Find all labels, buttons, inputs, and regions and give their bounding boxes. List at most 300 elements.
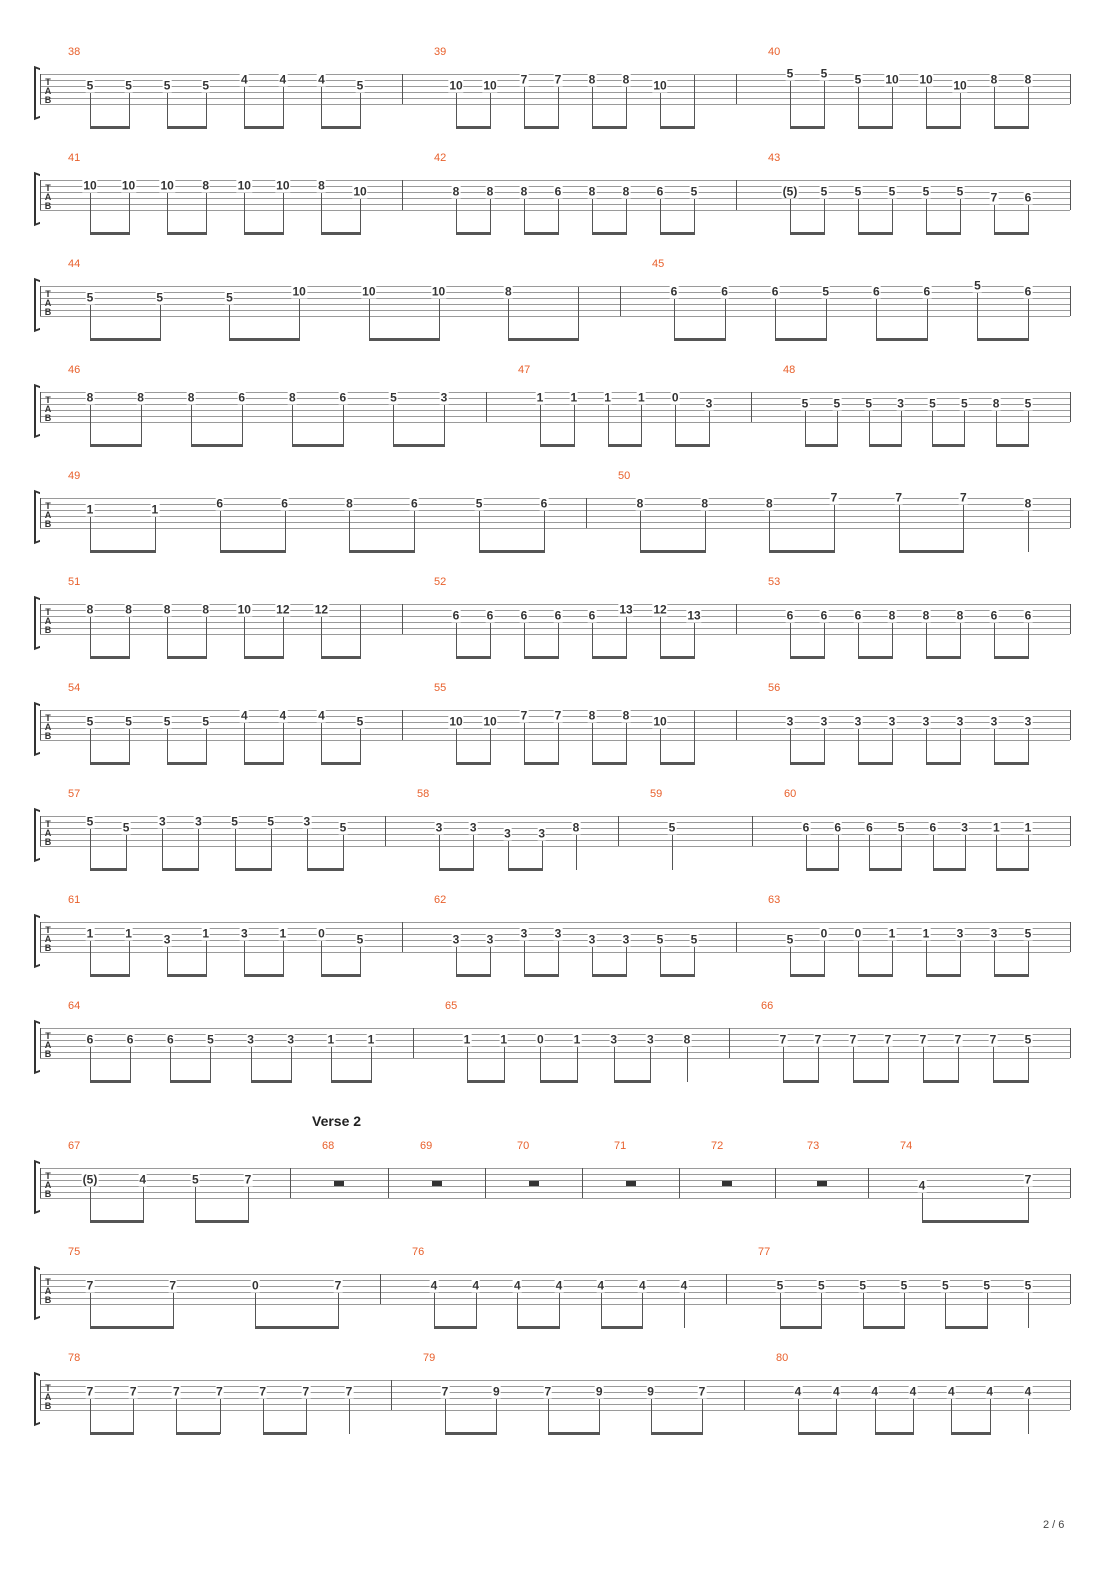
fret-number: 5 — [820, 66, 828, 81]
fret-number: 5 — [817, 1278, 825, 1293]
measure-number: 62 — [434, 894, 447, 906]
note-beam — [805, 444, 838, 447]
note-beam — [858, 974, 893, 977]
barline — [736, 74, 737, 104]
staff-line — [40, 310, 1070, 311]
fret-number: 7 — [334, 1278, 342, 1293]
fret-number: 6 — [216, 496, 224, 511]
note-beam — [932, 444, 965, 447]
fret-number: 1 — [125, 926, 132, 941]
fret-number: 6 — [540, 496, 548, 511]
staff-line — [40, 304, 1070, 305]
fret-number: 0 — [854, 926, 862, 941]
fret-number: 5 — [1024, 1032, 1032, 1047]
measure-number: 60 — [784, 788, 797, 800]
note-stem — [960, 729, 961, 764]
fret-number: 5 — [356, 932, 364, 947]
note-stem — [694, 623, 695, 658]
whole-rest — [529, 1181, 539, 1186]
note-stem — [994, 623, 995, 658]
barline — [40, 286, 41, 316]
measure-number: 58 — [417, 788, 430, 800]
note-beam — [524, 656, 559, 659]
note-stem — [271, 829, 272, 870]
note-beam — [524, 232, 559, 235]
note-stem — [1028, 1187, 1029, 1222]
staff-line — [40, 1028, 1070, 1029]
measure-number: 54 — [68, 682, 81, 694]
note-beam — [321, 656, 361, 659]
fret-number: 3 — [854, 714, 862, 729]
measure-number: 41 — [68, 152, 81, 164]
fret-number: 6 — [990, 608, 998, 623]
fret-number: 10 — [919, 72, 933, 87]
barline — [40, 1168, 41, 1198]
fret-number: 6 — [339, 390, 347, 405]
note-beam — [540, 444, 575, 447]
fret-number: 7 — [169, 1278, 176, 1293]
fret-number: 5 — [854, 184, 862, 199]
note-beam — [167, 656, 207, 659]
fret-number: 4 — [318, 72, 325, 87]
note-beam — [167, 232, 207, 235]
fret-number: 0 — [318, 926, 325, 941]
note-stem — [626, 947, 627, 976]
fret-number: 10 — [353, 184, 367, 199]
fret-number: 6 — [670, 284, 678, 299]
fret-number: 5 — [86, 714, 94, 729]
fret-number: 1 — [922, 926, 930, 941]
note-stem — [901, 411, 902, 446]
note-stem — [456, 93, 457, 128]
fret-number: 5 — [960, 396, 968, 411]
tab-clef-letter: A — [44, 1286, 52, 1296]
note-stem — [306, 1399, 307, 1434]
note-stem — [321, 723, 322, 764]
system-bracket — [34, 1374, 44, 1424]
fret-number: 1 — [86, 926, 94, 941]
note-stem — [960, 199, 961, 234]
fret-number: 4 — [318, 708, 325, 723]
fret-number: 5 — [983, 1278, 990, 1293]
fret-number: 5 — [820, 184, 828, 199]
fret-number: 6 — [410, 496, 418, 511]
note-stem — [858, 87, 859, 128]
staff-line — [40, 1046, 1070, 1047]
barline — [1070, 392, 1071, 422]
note-beam — [331, 1080, 372, 1083]
whole-rest — [817, 1181, 827, 1186]
staff-line — [40, 946, 1070, 947]
measure-number: 65 — [445, 1000, 458, 1012]
fret-number: 3 — [961, 820, 968, 835]
tab-clef-letter: A — [44, 1392, 52, 1402]
note-stem — [1028, 511, 1029, 552]
note-stem — [444, 405, 445, 446]
fret-number: 10 — [237, 602, 251, 617]
note-stem — [456, 623, 457, 658]
fret-number: 3 — [922, 714, 930, 729]
tab-clef-letter: B — [44, 731, 52, 741]
fret-number: 4 — [871, 1384, 878, 1399]
note-stem — [307, 829, 308, 870]
fret-number: 3 — [554, 926, 562, 941]
barline — [868, 1168, 869, 1198]
fret-number: 5 — [163, 78, 171, 93]
fret-number: 7 — [86, 1278, 94, 1293]
barline — [752, 816, 753, 846]
staff-line — [40, 840, 1070, 841]
fret-number: 7 — [345, 1384, 353, 1399]
system-bracket — [34, 916, 44, 966]
note-stem — [321, 941, 322, 976]
fret-number: 7 — [830, 490, 838, 505]
note-beam — [508, 868, 543, 871]
staff-line — [40, 952, 1070, 953]
note-stem — [576, 835, 577, 870]
fret-number: 0 — [251, 1278, 259, 1293]
note-stem — [244, 617, 245, 658]
note-stem — [504, 1047, 505, 1082]
staff-line — [40, 522, 1070, 523]
note-stem — [945, 1293, 946, 1328]
fret-number: 4 — [555, 1278, 563, 1293]
note-stem — [923, 1047, 924, 1082]
fret-number: (5) — [782, 184, 798, 199]
note-beam — [674, 338, 726, 341]
tab-clef-letter: B — [44, 413, 52, 423]
note-stem — [863, 1293, 864, 1328]
note-stem — [283, 87, 284, 128]
note-stem — [650, 1047, 651, 1082]
staff-line — [40, 628, 1070, 629]
note-stem — [90, 1187, 91, 1222]
note-stem — [901, 835, 902, 870]
tab-system — [0, 682, 1110, 774]
note-beam — [806, 868, 839, 871]
note-stem — [963, 505, 964, 552]
note-beam — [923, 1080, 959, 1083]
note-beam — [790, 126, 825, 129]
fret-number: 10 — [483, 714, 497, 729]
fret-number: 8 — [504, 284, 512, 299]
staff-line — [40, 528, 1070, 529]
barline — [40, 922, 41, 952]
note-stem — [508, 841, 509, 870]
note-beam — [994, 974, 1029, 977]
note-stem — [90, 941, 91, 976]
note-stem — [818, 1047, 819, 1082]
barline — [40, 1028, 41, 1058]
fret-number: 7 — [216, 1384, 223, 1399]
note-stem — [592, 87, 593, 128]
staff-line — [40, 846, 1070, 847]
note-beam — [292, 444, 344, 447]
fret-number: 8 — [288, 390, 296, 405]
staff-line — [40, 210, 1070, 211]
fret-number: 5 — [226, 290, 233, 305]
tab-clef-letter: A — [44, 1180, 52, 1190]
fret-number: 5 — [776, 1278, 784, 1293]
note-stem — [540, 1047, 541, 1082]
staff-line — [40, 422, 1070, 423]
note-beam — [321, 762, 361, 765]
note-stem — [479, 511, 480, 552]
fret-number: 4 — [680, 1278, 688, 1293]
note-beam — [592, 762, 627, 765]
fret-number: 7 — [895, 490, 902, 505]
fret-number: 6 — [820, 608, 828, 623]
tab-clef-letter: A — [44, 86, 52, 96]
note-beam — [524, 126, 559, 129]
system-bracket — [34, 598, 44, 648]
system-bracket — [34, 810, 44, 860]
fret-number: 8 — [888, 608, 896, 623]
note-stem — [926, 623, 927, 658]
barline — [1070, 180, 1071, 210]
note-stem — [592, 723, 593, 764]
fret-number: 6 — [554, 184, 562, 199]
staff-line — [40, 416, 1070, 417]
fret-number: 3 — [158, 814, 166, 829]
note-stem — [904, 1293, 905, 1328]
barline — [1070, 604, 1071, 634]
note-beam — [90, 126, 130, 129]
note-stem — [996, 835, 997, 870]
fret-number: 7 — [441, 1384, 449, 1399]
measure-number: 57 — [68, 788, 81, 800]
note-beam — [321, 126, 361, 129]
note-stem — [90, 405, 91, 446]
staff-line — [40, 510, 1070, 511]
staff-line — [40, 1410, 1070, 1411]
fret-number: 7 — [849, 1032, 857, 1047]
note-beam — [858, 762, 893, 765]
barline — [1070, 710, 1071, 740]
staff-line — [40, 286, 1070, 287]
tab-clef-letter: A — [44, 722, 52, 732]
fret-number: 5 — [86, 814, 94, 829]
note-beam — [349, 550, 415, 553]
note-stem — [824, 623, 825, 658]
fret-number: 5 — [156, 290, 164, 305]
tab-system — [0, 152, 1110, 244]
fret-number: 8 — [572, 820, 580, 835]
note-beam — [783, 1080, 819, 1083]
fret-number: 3 — [1024, 714, 1032, 729]
note-stem — [592, 199, 593, 234]
note-stem — [517, 1293, 518, 1328]
barline — [729, 1028, 730, 1058]
fret-number: 0 — [820, 926, 828, 941]
note-stem — [933, 835, 934, 870]
fret-number: 3 — [897, 396, 904, 411]
note-stem — [285, 511, 286, 552]
tab-clef-letter: T — [45, 1031, 51, 1041]
note-stem — [248, 1187, 249, 1222]
measure-number: 69 — [420, 1140, 433, 1152]
barline — [679, 1168, 680, 1198]
fret-number: 3 — [888, 714, 896, 729]
staff-line — [40, 204, 1070, 205]
note-stem — [343, 835, 344, 870]
fret-number: 7 — [172, 1384, 180, 1399]
fret-number: 10 — [653, 714, 667, 729]
fret-number: 10 — [237, 178, 251, 193]
note-beam — [90, 1080, 131, 1083]
note-beam — [926, 232, 961, 235]
fret-number: 7 — [520, 708, 528, 723]
fret-number: 7 — [989, 1032, 997, 1047]
note-beam — [235, 868, 272, 871]
barline — [586, 498, 587, 528]
barline — [736, 922, 737, 952]
note-stem — [558, 87, 559, 128]
fret-number: 1 — [536, 390, 544, 405]
tab-clef-letter: B — [44, 943, 52, 953]
note-stem — [1028, 623, 1029, 658]
note-stem — [548, 1399, 549, 1434]
note-beam — [244, 974, 284, 977]
note-stem — [439, 835, 440, 870]
note-beam — [994, 232, 1029, 235]
note-stem — [167, 93, 168, 128]
note-beam — [977, 338, 1029, 341]
note-beam — [167, 974, 207, 977]
note-stem — [524, 941, 525, 976]
note-stem — [490, 729, 491, 764]
note-stem — [836, 1399, 837, 1434]
fret-number: 5 — [690, 932, 698, 947]
note-beam — [660, 974, 695, 977]
note-stem — [790, 729, 791, 764]
note-stem — [544, 511, 545, 552]
note-stem — [434, 1293, 435, 1328]
note-stem — [660, 947, 661, 976]
measure-number: 48 — [783, 364, 796, 376]
note-stem — [195, 1187, 196, 1222]
note-beam — [456, 232, 491, 235]
note-stem — [994, 729, 995, 764]
fret-number: 7 — [554, 72, 562, 87]
note-stem — [790, 81, 791, 128]
barline — [1070, 816, 1071, 846]
note-stem — [960, 941, 961, 976]
note-stem — [993, 1047, 994, 1082]
note-stem — [508, 299, 509, 340]
note-stem — [235, 829, 236, 870]
note-stem — [198, 829, 199, 870]
note-stem — [994, 941, 995, 976]
note-stem — [626, 617, 627, 658]
note-stem — [360, 93, 361, 128]
measure-number: 39 — [434, 46, 447, 58]
fret-number: 6 — [588, 608, 596, 623]
fret-number: 6 — [854, 608, 862, 623]
note-beam — [90, 444, 142, 447]
fret-number: 5 — [1024, 926, 1032, 941]
fret-number: 1 — [570, 390, 578, 405]
whole-rest — [432, 1181, 442, 1186]
note-stem — [229, 305, 230, 340]
note-stem — [360, 729, 361, 764]
barline — [1070, 1168, 1071, 1198]
fret-number: 1 — [367, 1032, 375, 1047]
note-beam — [90, 1432, 134, 1435]
barline — [485, 1168, 486, 1198]
fret-number: 6 — [923, 284, 931, 299]
staff-line — [40, 740, 1070, 741]
fret-number: 4 — [597, 1278, 604, 1293]
note-stem — [858, 623, 859, 658]
note-stem — [694, 199, 695, 234]
note-beam — [994, 126, 1029, 129]
fret-number: 5 — [786, 932, 794, 947]
system-bracket — [34, 1162, 44, 1212]
note-beam — [244, 656, 284, 659]
note-stem — [892, 623, 893, 658]
note-beam — [90, 1220, 144, 1223]
note-beam — [640, 550, 706, 553]
note-stem — [210, 1047, 211, 1082]
fret-number: 8 — [125, 602, 132, 617]
barline — [486, 392, 487, 422]
tab-clef-letter: T — [45, 819, 51, 829]
note-stem — [932, 411, 933, 446]
fret-number: 5 — [231, 814, 238, 829]
note-stem — [996, 411, 997, 446]
fret-number: 5 — [956, 184, 964, 199]
tab-clef-letter: A — [44, 192, 52, 202]
note-stem — [858, 199, 859, 234]
measure-number: 40 — [768, 46, 781, 58]
fret-number: 4 — [638, 1278, 646, 1293]
fret-number: 4 — [240, 72, 248, 87]
note-stem — [206, 941, 207, 976]
fret-number: 13 — [619, 602, 633, 617]
note-beam — [660, 232, 695, 235]
note-stem — [599, 1399, 600, 1434]
note-stem — [244, 723, 245, 764]
fret-number: 3 — [195, 814, 202, 829]
note-stem — [684, 1293, 685, 1328]
fret-number: 3 — [786, 714, 794, 729]
note-stem — [130, 1047, 131, 1082]
barline — [618, 816, 619, 846]
fret-number: 5 — [929, 396, 936, 411]
fret-number: 5 — [897, 820, 905, 835]
fret-number: 5 — [859, 1278, 866, 1293]
note-stem — [414, 511, 415, 552]
staff-line — [40, 634, 1070, 635]
tab-system — [0, 788, 1110, 880]
system-bracket — [34, 68, 44, 118]
staff-line — [40, 516, 1070, 517]
note-stem — [524, 199, 525, 234]
measure-number: 59 — [650, 788, 663, 800]
tab-clef-letter: T — [45, 1277, 51, 1287]
fret-number: 5 — [922, 184, 930, 199]
note-beam — [167, 762, 207, 765]
note-stem — [524, 623, 525, 658]
fret-number: 8 — [163, 602, 171, 617]
fret-number: 7 — [244, 1172, 252, 1187]
note-stem — [167, 193, 168, 234]
note-stem — [601, 1293, 602, 1328]
note-stem — [90, 1293, 91, 1328]
note-stem — [977, 293, 978, 340]
fret-number: 5 — [1024, 396, 1032, 411]
